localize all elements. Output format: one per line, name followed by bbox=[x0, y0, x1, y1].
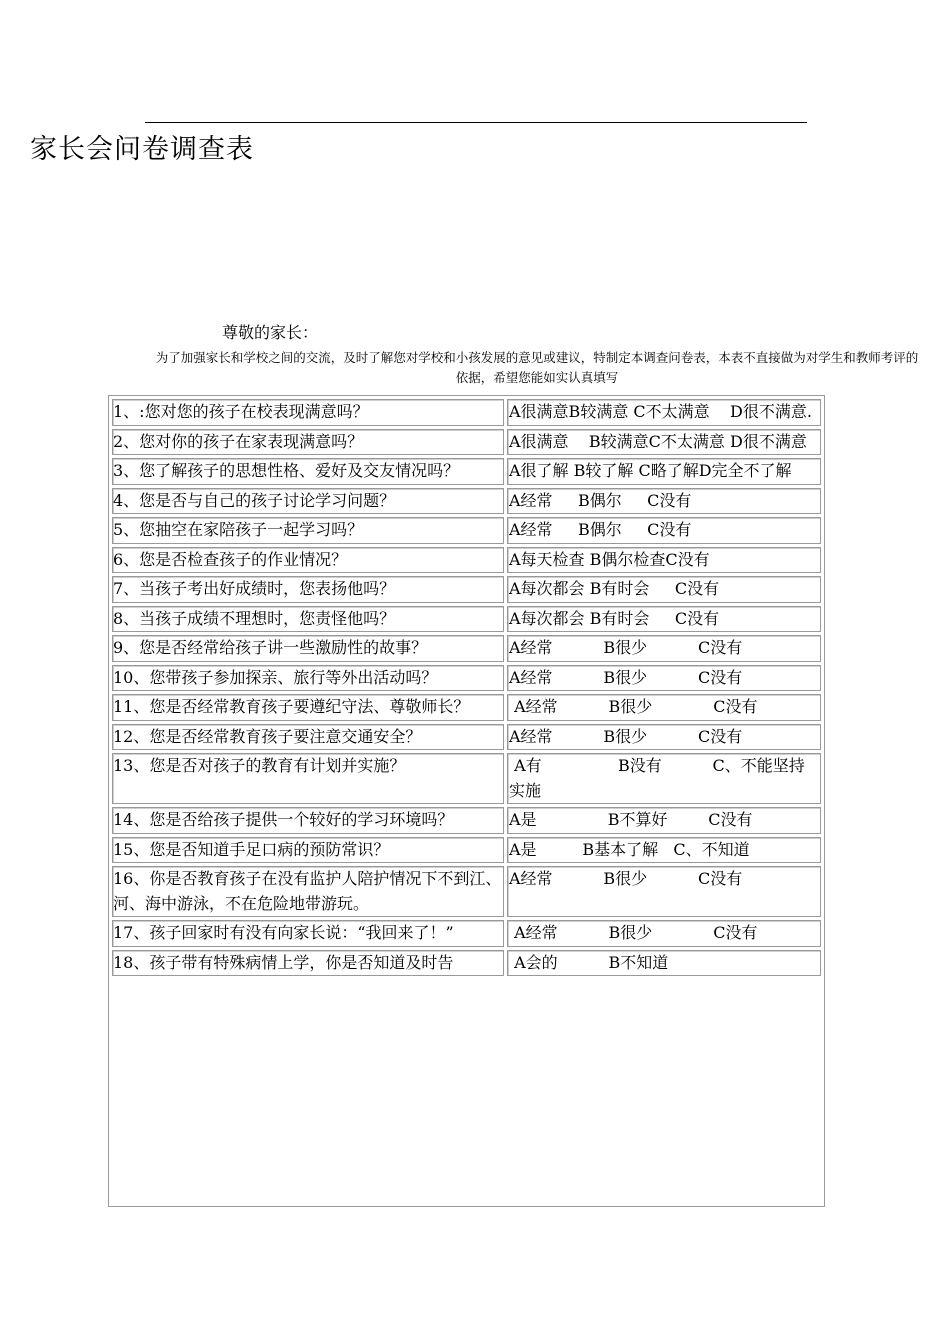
table-row bbox=[112, 837, 821, 864]
table-row bbox=[112, 724, 821, 751]
question-cell: 9、您是否经常给孩子讲一些激励性的故事？ bbox=[112, 635, 504, 662]
answer-options-cell: A是 B基本了解 C、不知道 bbox=[507, 837, 821, 864]
answer-options-cell: A经常 B很少 C没有 bbox=[507, 920, 821, 947]
question-cell: 7、当孩子考出好成绩时，您表扬他吗？ bbox=[112, 576, 504, 603]
table-row bbox=[112, 753, 821, 804]
table-row bbox=[112, 606, 821, 633]
answer-options-cell: A很了解 B较了解 C略了解D完全不了解 bbox=[507, 458, 821, 485]
table-row bbox=[112, 665, 821, 692]
answer-options-cell: A经常 B很少 C没有 bbox=[507, 694, 821, 721]
answer-options-cell: A是 B不算好 C没有 bbox=[507, 807, 821, 834]
answer-options-cell: A每次都会 B有时会 C没有 bbox=[507, 606, 821, 633]
question-cell: 15、您是否知道手足口病的预防常识？ bbox=[112, 837, 504, 864]
table-row bbox=[112, 488, 821, 515]
table-row bbox=[112, 576, 821, 603]
answer-options-cell: A经常 B很少 C没有 bbox=[507, 635, 821, 662]
question-cell: 18、孩子带有特殊病情上学，你是否知道及时告 bbox=[112, 950, 504, 977]
answer-options-cell: A每天检查 B偶尔检查C没有 bbox=[507, 547, 821, 574]
answer-options-cell: A经常 B很少 C没有 bbox=[507, 665, 821, 692]
question-cell: 1、:您对您的孩子在校表现满意吗？ bbox=[112, 399, 504, 426]
survey-table bbox=[109, 396, 824, 979]
table-row bbox=[112, 458, 821, 485]
question-cell: 3、您了解孩子的思想性格、爱好及交友情况吗？ bbox=[112, 458, 504, 485]
question-cell: 10、您带孩子参加探亲、旅行等外出活动吗？ bbox=[112, 665, 504, 692]
table-row bbox=[112, 807, 821, 834]
header-rule bbox=[145, 122, 807, 123]
question-cell: 16、你是否教育孩子在没有监护人陪护情况下不到江、河、海中游泳，不在危险地带游玩。 bbox=[112, 866, 504, 917]
table-row bbox=[112, 920, 821, 947]
greeting: 尊敬的家长： bbox=[222, 323, 319, 342]
table-row bbox=[112, 547, 821, 574]
answer-options-cell: A很满意 B较满意C不太满意 D很不满意 bbox=[507, 429, 821, 456]
table-row bbox=[112, 517, 821, 544]
answer-options-cell: A每次都会 B有时会 C没有 bbox=[507, 576, 821, 603]
question-cell: 11、您是否经常教育孩子要遵纪守法、尊敬师长？ bbox=[112, 694, 504, 721]
answer-options-cell: A经常 B很少 C没有 bbox=[507, 866, 821, 917]
answer-options-cell: A会的 B不知道 bbox=[507, 950, 821, 977]
answer-options-cell: A很满意B较满意 C不太满意 D很不满意. bbox=[507, 399, 821, 426]
table-row bbox=[112, 429, 821, 456]
table-row bbox=[112, 694, 821, 721]
table-row bbox=[112, 950, 821, 977]
question-cell: 2、您对你的孩子在家表现满意吗？ bbox=[112, 429, 504, 456]
question-cell: 4、您是否与自己的孩子讨论学习问题？ bbox=[112, 488, 504, 515]
question-cell: 14、您是否给孩子提供一个较好的学习环境吗？ bbox=[112, 807, 504, 834]
question-cell: 6、您是否检查孩子的作业情况？ bbox=[112, 547, 504, 574]
answer-options-cell: A经常 B偶尔 C没有 bbox=[507, 517, 821, 544]
document-title: 家长会问卷调查表 bbox=[30, 134, 254, 165]
question-cell: 13、您是否对孩子的教育有计划并实施？ bbox=[112, 753, 504, 804]
question-cell: 5、您抽空在家陪孩子一起学习吗？ bbox=[112, 517, 504, 544]
survey-table-frame bbox=[108, 395, 825, 1207]
question-cell: 8、当孩子成绩不理想时，您责怪他吗？ bbox=[112, 606, 504, 633]
answer-options-cell: A经常 B很少 C没有 bbox=[507, 724, 821, 751]
answer-options-cell: A有 B没有 C、不能坚持实施 bbox=[507, 753, 821, 804]
question-cell: 12、您是否经常教育孩子要注意交通安全？ bbox=[112, 724, 504, 751]
table-row bbox=[112, 866, 821, 917]
answer-options-cell: A经常 B偶尔 C没有 bbox=[507, 488, 821, 515]
table-row bbox=[112, 635, 821, 662]
question-cell: 17、孩子回家时有没有向家长说：“我回来了！” bbox=[112, 920, 504, 947]
table-row bbox=[112, 399, 821, 426]
intro-paragraph: 为了加强家长和学校之间的交流，及时了解您对学校和小孩发展的意见或建议，特制定本调查问卷表，本表不直接做为对学生和教师考评的依据，希望您能如实认真填写 bbox=[155, 350, 919, 385]
